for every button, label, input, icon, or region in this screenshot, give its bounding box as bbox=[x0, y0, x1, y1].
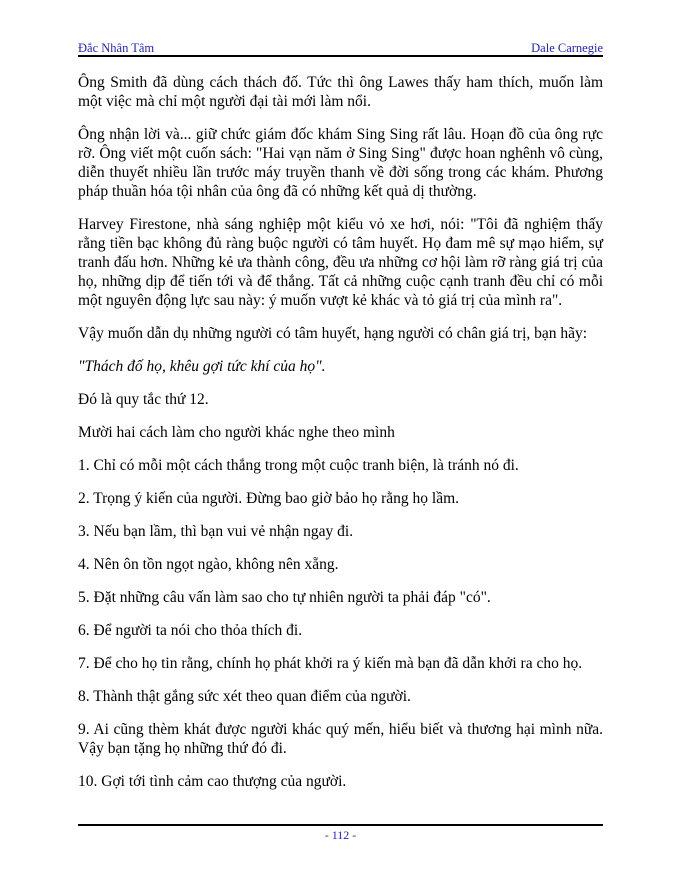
list-item-4: 4. Nên ôn tồn ngọt ngào, không nên xẵng. bbox=[78, 556, 339, 573]
list-item-10: 10. Gợi tới tình cảm cao thượng của người. bbox=[78, 773, 347, 790]
header-rule bbox=[78, 55, 603, 57]
list-item-1: 1. Chỉ có mỗi một cách thắng trong một cuộc tranh biện, là tránh nó đi. bbox=[78, 457, 519, 474]
list-item-7: 7. Để cho họ tin rằng, chính họ phát khởi ra ý kiến mà bạn đã dẫn khởi ra cho họ. bbox=[78, 655, 583, 672]
list-item-8: 8. Thành thật gắng sức xét theo quan điểm của người. bbox=[78, 688, 411, 705]
list-item-3: 3. Nếu bạn lầm, thì bạn vui vẻ nhận ngay đi. bbox=[78, 523, 354, 540]
header-book-title: Đắc Nhân Tâm bbox=[78, 41, 155, 55]
paragraph-quote-challenge: "Thách đố họ, khêu gợi tức khí của họ". bbox=[78, 358, 326, 375]
list-item-2: 2. Trọng ý kiến của người. Đừng bao giờ bảo họ rằng họ lầm. bbox=[78, 490, 460, 507]
section-heading-twelve-ways: Mười hai cách làm cho người khác nghe theo mình bbox=[78, 424, 395, 441]
list-item-5: 5. Đặt những câu vấn làm sao cho tự nhiên người ta phải đáp "có". bbox=[78, 589, 491, 606]
paragraph-sing-sing: Ông nhận lời và... giữ chức giám đốc khám Sing Sing rất lâu. Hoạn đồ của ông rực rỡ. Ông viết một cuốn sách: "Hai vạn năm ở Sing Sing" được hoan nghênh vô cùng, diễn thuyết nhiều lần trước máy truyền thanh về đời sống trong các khám. Phương pháp thuần hóa tội nhân của ông đã có những kết quả dị thường. bbox=[78, 126, 603, 200]
list-item-6: 6. Để người ta nói cho thỏa thích đi. bbox=[78, 622, 303, 639]
page-number: - 112 - bbox=[324, 828, 357, 842]
paragraph-rule-12: Đó là quy tắc thứ 12. bbox=[78, 391, 209, 408]
list-item-9: 9. Ai cũng thèm khát được người khác quý mến, hiểu biết và thương hại mình nữa. Vậy bạn tặng họ những thứ đó đi. bbox=[78, 721, 603, 757]
page-footer bbox=[78, 828, 603, 842]
page-body bbox=[78, 73, 603, 805]
paragraph-smith-challenge: Ông Smith đã dùng cách thách đố. Tức thì ông Lawes thấy ham thích, muốn làm một việc mà chỉ một người đại tài mới làm nổi. bbox=[78, 74, 603, 110]
header-author: Dale Carnegie bbox=[531, 41, 603, 55]
paragraph-harvey-firestone: Harvey Firestone, nhà sáng nghiệp một kiểu vỏ xe hơi, nói: "Tôi đã nghiệm thấy rằng tiền bạc không đủ ràng buộc người có tâm huyết. Họ đam mê sự mạo hiểm, sự tranh đấu hơn. Những kẻ ưa thành công, đều ưa những cơ hội làm rỡ ràng giá trị của họ, những dịp để tiến tới và để thắng. Tất cả những cuộc cạnh tranh đều chỉ có mỗi một nguyên động lực sau này: ý muốn vượt kẻ khác và tỏ giá trị của mình ra". bbox=[78, 216, 603, 309]
paragraph-advice-lead-in: Vậy muốn dẫn dụ những người có tâm huyết, hạng người có chân giá trị, bạn hãy: bbox=[78, 325, 588, 342]
footer-rule bbox=[78, 824, 603, 826]
